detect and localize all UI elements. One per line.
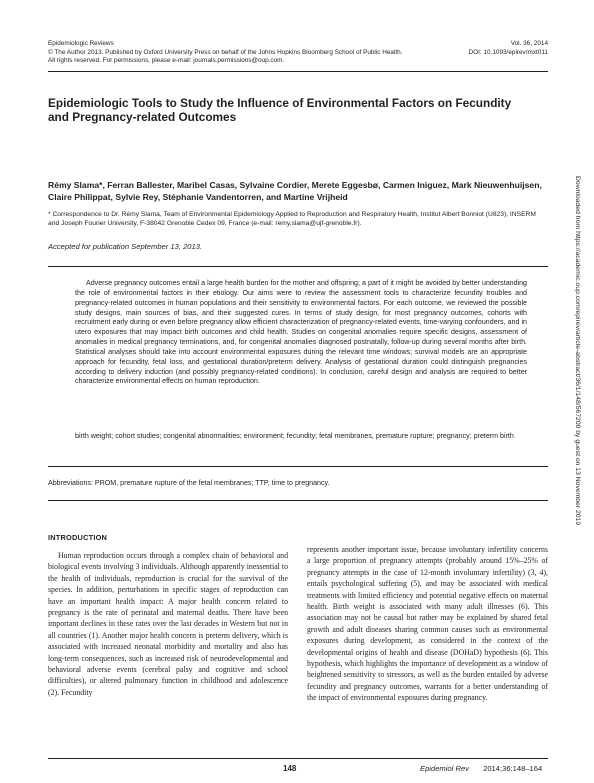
rights-line: All rights reserved. For permissions, please e-mail: journals.permissions@oup.com.: [48, 57, 285, 65]
abstract-text: Adverse pregnancy outcomes entail a large health burden for the mother and offspring; a part of it might be avoided by better understanding the role of environmental factors in their etiology. Our aims were to review the assessment tools to characterize fecundity troubles and pregnancy-related outcomes in human populations and their sensitivity to environmental factors. For each outcome, we reviewed the possible study designs, main sources of bias, and their suggested cures. In terms of study design, for most pregnancy outcomes, cohorts with recruitment early during or even before pregnancy allow efficient characterization of pregnancy-related events, time-varying confounders, and in utero exposures that may impact birth outcomes and child health. Studies on congenital anomalies require specific designs, assessment of anomalies in medical pregnancy terminations, and, for congenital anomalies diagnosed postnatally, follow-up during several months after birth. Statistical analyses should take into account environmental exposures during the relevant time windows; survival models are an appropriate approach for fecundity, fetal loss, and gestational duration/preterm delivery. Analysis of gestational duration could distinguish pregnancies according to delivery induction (and possibly pregnancy-related conditions). In conclusion, careful design and analysis are required to better characterize environmental effects on human reproduction.: [75, 279, 527, 386]
page-number: 148: [283, 764, 297, 773]
abbreviations: Abbreviations: PROM, premature rupture of the fetal membranes; TTP, time to pregnancy.: [48, 479, 330, 487]
correspondence-note: * Correspondence to Dr. Rémy Slama, Team of Environmental Epidemiology Applied to Reproduction and Respiratory Health, Institut Albert Bonniot (U823), INSERM and Joseph Fourier University, F-38042 Grenoble Cedex 09, France (e-mail: remy.slama@ujf-grenoble.fr).: [48, 211, 536, 228]
abstract-bottom-rule: [48, 466, 548, 467]
author-list: Rémy Slama*, Ferran Ballester, Maribel Casas, Sylvaine Cordier, Merete Eggesbø, Carmen Iniguez, Mark Nieuwenhuijsen, Claire Philippat, Sylvie Rey, Stéphanie Vandentorren, and Martine Vrijheid: [48, 180, 542, 202]
footer-volume-pages: 2014;36:148–164: [483, 764, 543, 773]
article-title: Epidemiologic Tools to Study the Influence of Environmental Factors on Fecundity and Pregnancy-related Outcomes: [48, 96, 512, 125]
abbrev-rule: [48, 500, 548, 501]
abstract-top-rule: [48, 266, 548, 267]
doi-label: DOI: 10.1093/epirev/mxt011: [468, 48, 548, 56]
journal-name: Epidemiologic Reviews: [48, 40, 114, 47]
header-rule: [48, 71, 548, 72]
running-header-right: [398, 40, 548, 57]
copyright-line: © The Author 2013. Published by Oxford University Press on behalf of the Johns Hopkins Bloomberg School of Public Health.: [48, 48, 403, 56]
keywords: birth weight; cohort studies; congenital abnormalities; environment; fecundity; fetal membranes, premature rupture; pregnancy; preterm birth: [75, 432, 514, 440]
body-column-right: represents another important issue, because involuntary infertility concerns a large proportion of pregnancy attempts (probably around 15%–25% of pregnancy attempts in the case of 12-month involuntary infertility) (3, 4), entails psychological suffering (5), and may be associated with medical treatments with limited efficiency and potential negative effects on maternal health. Birth weight is associated with many adult illnesses (6). This association may not be causal but rather may be explained by shared fetal growth and adult diseases sharing common causes such as environmental exposures during development, as considered in the context of the developmental origins of health and disease (DOHaD) hypothesis (6). This hypothesis, which highlights the importance of development as a window of heightened sensitivity to stressors, as well as the burden entailed by adverse fecundity and pregnancy outcomes, warrants for a better understanding of the impact of environmental exposures during pregnancy.: [307, 545, 548, 703]
accepted-date: Accepted for publication September 13, 2013.: [48, 242, 203, 251]
running-header-left: [48, 40, 448, 66]
volume-label: Vol. 36, 2014: [510, 40, 548, 47]
footer-journal-abbrev: Epidemiol Rev: [420, 764, 469, 773]
download-watermark: Downloaded from https://academic.oup.com/epirev/article-abstract/36/1/148/567200 by guest on 13 November 2019: [574, 176, 581, 526]
section-heading-introduction: INTRODUCTION: [48, 533, 108, 542]
body-column-left: Human reproduction occurs through a complex chain of behavioral and biological events involving 3 individuals. Although apparently inessential to the health of individuals, reproduction is crucial for the survival of the species. In addition, perturbations in specific stages of reproduction can have an important health impact: A major health concern related to pregnancy is the rate of perinatal and maternal deaths. There have been important declines in these rates over the last decades in Western but not in all countries (1). Another major health concern is preterm delivery, which is associated with increased neonatal morbidity and mortality and also has long-term consequences, such as increased risk of neurodevelopmental and behavioral adverse events (cerebral palsy and cognitive and school difficulties), or altered pulmonary function in childhood and adolescence (2). Fecundity: [48, 551, 288, 697]
footer-rule: [48, 758, 548, 759]
footer-citation: [420, 764, 542, 773]
